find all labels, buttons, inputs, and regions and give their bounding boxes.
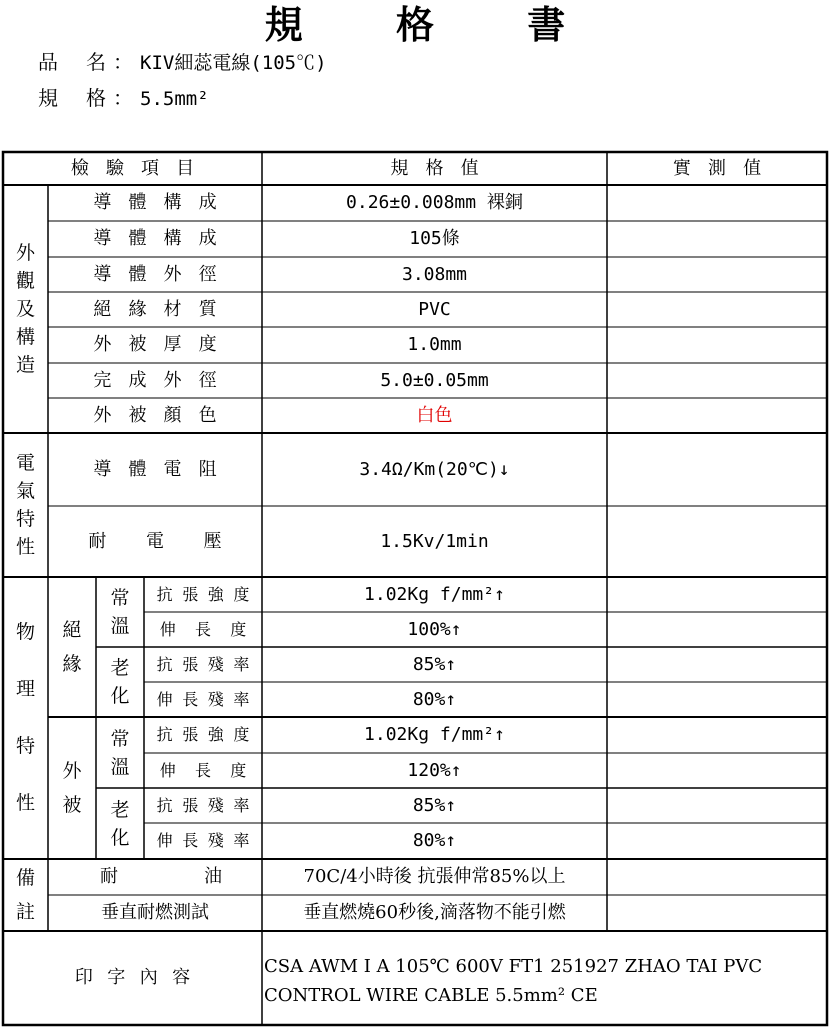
condition-room-temperature bbox=[96, 577, 144, 647]
physical-item: 抗張殘率 bbox=[156, 795, 259, 815]
specification-label: 規格 bbox=[38, 86, 106, 110]
appearance-spec-value: 105條 bbox=[409, 228, 460, 249]
print-content-text bbox=[264, 952, 824, 1010]
spec-vertical-flame-test: 垂直燃燒60秒後,滴落物不能引燃 bbox=[303, 902, 566, 923]
physical-item: 抗張強度 bbox=[156, 725, 259, 744]
group-label-char: 特 bbox=[15, 508, 35, 530]
group-label-char: 老 bbox=[110, 657, 130, 679]
group-label-char: 化 bbox=[110, 685, 130, 707]
spec-oil-resistance: 70C/4小時後 抗張伸常85%以上 bbox=[303, 866, 566, 887]
group-electrical-properties bbox=[3, 433, 48, 577]
group-label-char: 理 bbox=[15, 678, 35, 700]
group-label-char: 氣 bbox=[15, 480, 35, 502]
group-label-char: 常 bbox=[110, 587, 130, 609]
physical-item: 伸長度 bbox=[159, 760, 266, 780]
appearance-item: 導體構成 bbox=[93, 192, 234, 213]
header-measured-value: 實測值 bbox=[672, 157, 779, 179]
group-label-char: 溫 bbox=[110, 615, 130, 637]
physical-item: 抗張強度 bbox=[156, 584, 259, 604]
group-label-char: 及 bbox=[15, 298, 35, 320]
group-label-char: 備 bbox=[15, 867, 35, 889]
group-label-char: 化 bbox=[110, 826, 130, 849]
subgroup-sheath bbox=[48, 717, 96, 859]
print-content-line-1: CSA AWM I A 105℃ 600V FT1 251927 ZHAO TAI PVC bbox=[264, 956, 763, 977]
group-label-char: 物 bbox=[15, 621, 35, 643]
spec-conductor-resistance: 3.4Ω/Km(20℃)↓ bbox=[359, 458, 510, 480]
item-conductor-resistance: 導體電阻 bbox=[93, 458, 234, 480]
document-title: 規 格 書 bbox=[264, 2, 606, 47]
group-appearance-structure bbox=[3, 185, 48, 433]
specification-value: 5.5mm² bbox=[140, 88, 209, 110]
appearance-spec-value: 1.0mm bbox=[407, 334, 462, 355]
header-test-item: 檢驗項目 bbox=[70, 157, 212, 179]
group-label-char: 外 bbox=[62, 760, 82, 782]
physical-spec-value: 1.02Kg f/mm²↑ bbox=[364, 583, 505, 605]
item-oil-resistance-left: 耐 bbox=[100, 866, 118, 887]
physical-item: 抗張殘率 bbox=[156, 654, 259, 674]
appearance-item: 導體構成 bbox=[93, 228, 234, 249]
group-label-char: 註 bbox=[15, 901, 35, 923]
item-oil-resistance-right: 油 bbox=[204, 866, 222, 887]
physical-spec-value: 80%↑ bbox=[412, 830, 457, 851]
group-label-char: 常 bbox=[110, 727, 130, 750]
group-label-char: 老 bbox=[110, 798, 130, 821]
specification-line bbox=[38, 84, 209, 113]
group-label-char: 溫 bbox=[110, 755, 130, 778]
group-label-char: 性 bbox=[15, 792, 35, 814]
group-physical-properties bbox=[3, 577, 48, 859]
appearance-spec-value: 0.26±0.008mm 裸銅 bbox=[346, 192, 523, 213]
physical-spec-value: 85%↑ bbox=[412, 794, 457, 816]
item-withstand-voltage: 耐電壓 bbox=[88, 530, 262, 552]
group-label-char: 性 bbox=[15, 536, 35, 558]
colon: ： bbox=[113, 50, 133, 74]
appearance-spec-value: PVC bbox=[418, 298, 451, 320]
group-label-char: 特 bbox=[15, 735, 35, 757]
group-label-char: 緣 bbox=[62, 653, 82, 675]
appearance-item: 外被顏色 bbox=[93, 404, 234, 426]
print-content-line-2: CONTROL WIRE CABLE 5.5mm² CE bbox=[264, 985, 598, 1006]
group-label-char: 絕 bbox=[62, 619, 82, 641]
appearance-item: 完成外徑 bbox=[93, 369, 234, 391]
appearance-spec-value: 3.08mm bbox=[401, 263, 468, 285]
group-label-char: 造 bbox=[15, 354, 35, 376]
header-spec-value: 規格值 bbox=[390, 157, 496, 179]
physical-item: 伸長殘率 bbox=[156, 831, 259, 850]
product-name-line bbox=[38, 48, 327, 77]
spec-withstand-voltage: 1.5Kv/1min bbox=[380, 530, 489, 552]
item-oil-resistance bbox=[48, 859, 262, 895]
item-vertical-flame-test: 垂直耐燃測試 bbox=[101, 902, 209, 923]
group-label-char: 被 bbox=[62, 794, 82, 816]
appearance-item: 絕緣材質 bbox=[93, 298, 234, 320]
physical-spec-value: 1.02Kg f/mm²↑ bbox=[364, 724, 505, 745]
physical-spec-value: 120%↑ bbox=[407, 759, 462, 781]
group-label-char: 電 bbox=[15, 452, 35, 474]
physical-item: 伸長殘率 bbox=[156, 689, 259, 709]
subgroup-insulation bbox=[48, 577, 96, 717]
colon: ： bbox=[113, 86, 133, 110]
physical-spec-value: 100%↑ bbox=[407, 618, 462, 640]
group-remarks bbox=[3, 859, 48, 931]
condition-aged bbox=[96, 647, 144, 717]
appearance-item: 外被厚度 bbox=[93, 334, 234, 355]
condition-aged bbox=[96, 788, 144, 859]
physical-item: 伸長度 bbox=[159, 619, 266, 639]
condition-room-temperature bbox=[96, 717, 144, 788]
product-name-value: KIV細蕊電線(105℃) bbox=[140, 52, 327, 74]
appearance-spec-value: 白色 bbox=[416, 404, 453, 426]
product-name-label: 品名 bbox=[38, 50, 106, 74]
group-label-char: 外 bbox=[15, 242, 35, 264]
physical-spec-value: 85%↑ bbox=[412, 653, 457, 675]
appearance-spec-value: 5.0±0.05mm bbox=[380, 369, 489, 391]
group-label-char: 構 bbox=[15, 326, 35, 348]
group-label-char: 觀 bbox=[15, 270, 35, 292]
physical-spec-value: 80%↑ bbox=[412, 688, 457, 710]
appearance-item: 導體外徑 bbox=[93, 263, 234, 285]
print-content-label: 印字內容 bbox=[74, 967, 205, 988]
